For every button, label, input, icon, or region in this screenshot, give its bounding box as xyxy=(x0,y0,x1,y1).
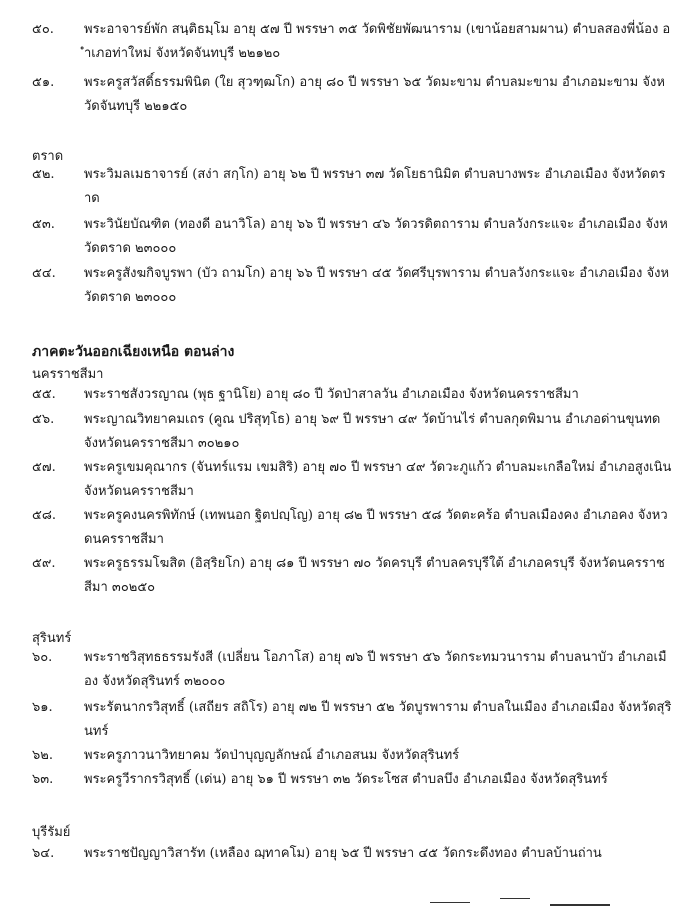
item-number: ๖๑. xyxy=(32,700,53,715)
item-number: ๕๖. xyxy=(32,412,55,427)
list-item xyxy=(32,71,672,119)
item-number: ๖๓. xyxy=(32,772,54,787)
list-item xyxy=(32,552,672,600)
province-heading-surin: สุรินทร์ xyxy=(32,631,72,646)
item-text: พระราชปัญญาวิสารัท (เหลือง ฌฺทาคโม) อายุ ๖๕ ปี พรรษา ๔๕ วัดกระดึงทอง ตำบลบ้านถ่าน xyxy=(84,846,602,861)
item-number: ๖๔. xyxy=(32,846,55,861)
item-text: พระครูสังฆกิจบูรพา (บัว ถามโก) อายุ ๖๖ ปี พรรษา ๔๕ วัดศรีบุรพาราม ตำบลวังกระแจะ อำเภอเมือง จังหวัดตราด ๒๓๐๐๐ xyxy=(84,266,670,305)
signature-stroke xyxy=(550,904,610,906)
item-text: พระอาจารย์พัก สนฺติธมฺโม อายุ ๕๗ ปี พรรษา ๓๕ วัดพิชัยพัฒนาราม (เขาน้อยสามผาน) ตำบลสองพี่น้อง อำเภอท่าใหม่ จังหวัดจันทบุรี ๒๒๑๒๐ xyxy=(84,22,671,61)
item-text: พระราชสังวรญาณ (พุธ ฐานิโย) อายุ ๘๐ ปี วัดป่าสาลวัน อำเภอเมือง จังหวัดนครราชสีมา xyxy=(84,387,579,402)
item-text: พระครูคงนครพิทักษ์ (เทพนอก ฐิตปญฺโญ) อายุ ๘๒ ปี พรรษา ๕๘ วัดตะคร้อ ตำบลเมืองคง อำเภอคง จังหวดนครราชสีมา xyxy=(84,508,668,547)
province-heading-trat: ตราด xyxy=(32,149,64,164)
item-text: พระครูภาวนาวิทยาคม วัดป่าบุญญลักษณ์ อำเภอสนม จังหวัดสุรินทร์ xyxy=(84,748,460,763)
item-number: ๕๒. xyxy=(32,167,55,182)
list-item xyxy=(32,456,672,504)
list-item xyxy=(32,842,672,866)
list-item xyxy=(32,383,672,407)
item-text: พระวินัยบัณฑิต (ทองดี อนาวิโล) อายุ ๖๖ ปี พรรษา ๔๖ วัดวรดิตถาราม ตำบลวังกระแจะ อำเภอเมือง จังหวัดตราด ๒๓๐๐๐ xyxy=(84,217,668,256)
item-text: พระราชวิสุทธธรรมรังสี (เปลี่ยน โอภาโส) อายุ ๗๖ ปี พรรษา ๕๖ วัดกระทมวนาราม ตำบลนาบัว อำเภอเมือง จังหวัดสุรินทร์ ๓๒๐๐๐ xyxy=(84,650,667,689)
item-number: ๕๕. xyxy=(32,387,56,402)
list-item xyxy=(32,696,672,744)
province-heading-buriram: บุรีรัมย์ xyxy=(32,825,71,840)
item-number: ๕๔. xyxy=(32,266,56,281)
list-item xyxy=(32,213,672,261)
region-heading: ภาคตะวันออกเฉียงเหนือ ตอนล่าง xyxy=(32,344,235,360)
list-item xyxy=(32,504,672,552)
list-item xyxy=(32,408,672,456)
item-number: ๖๒. xyxy=(32,748,53,763)
item-number: ๕๑. xyxy=(32,75,55,90)
list-item xyxy=(32,744,672,768)
province-heading-nakhon-ratchasima: นครราชสีมา xyxy=(32,367,104,382)
list-item xyxy=(32,163,672,211)
list-item xyxy=(32,646,672,694)
item-text: พระครูธรรมโฆสิต (อิสฺริยโก) อายุ ๘๑ ปี พรรษา ๗๐ วัดครบุรี ตำบลครบุรีใต้ อำเภอครบุรี จังหวัดนครราชสีมา ๓๐๒๕๐ xyxy=(84,556,665,595)
item-text: พระรัตนากรวิสุทธิ์ (เสถียร สถิโร) อายุ ๗๒ ปี พรรษา ๕๒ วัดบูรพาราม ตำบลในเมือง อำเภอเมือง จังหวัดสุรินทร์ xyxy=(84,700,672,739)
signature-stroke xyxy=(430,902,470,903)
item-number: ๕๐. xyxy=(32,22,54,37)
item-number: ๖๐. xyxy=(32,650,53,665)
list-item xyxy=(32,768,672,792)
item-text: พระญาณวิทยาคมเถร (คูณ ปริสุทฺโธ) อายุ ๖๙ ปี พรรษา ๔๙ วัดบ้านไร่ ตำบลกุดพิมาน อำเภอด่านขุนทด จังหวัดนครราชสีมา ๓๐๒๑๐ xyxy=(84,412,661,451)
item-number: ๕๙. xyxy=(32,556,56,571)
list-item xyxy=(32,18,672,66)
item-text: พระครูวีรากรวิสุทธิ์ (เด่น) อายุ ๖๑ ปี พรรษา ๓๒ วัดระโซส ตำบลบึง อำเภอเมือง จังหวัดสุรินทร์ xyxy=(84,772,608,787)
item-text: พระครูสวัสดิ์ธรรมพินิต (ใย สุวฑฺฒโก) อายุ ๘๐ ปี พรรษา ๖๕ วัดมะขาม ตำบลมะขาม อำเภอมะขาม จังหวัดจันทบุรี ๒๒๑๕๐ xyxy=(84,75,665,114)
signature-stroke xyxy=(500,898,530,899)
item-text: พระวิมลเมธาจารย์ (สง่า สกฺโก) อายุ ๖๒ ปี พรรษา ๓๗ วัดโยธานิมิต ตำบลบางพระ อำเภอเมือง จังหวัดตราด xyxy=(84,167,666,206)
item-text: พระครูเขมคุณากร (จันทร์แรม เขมสิริ) อายุ ๗๐ ปี พรรษา ๔๙ วัดวะภูแก้ว ตำบลมะเกลือใหม่ อำเภอสูงเนิน จังหวัดนครราชสีมา xyxy=(84,460,672,499)
item-number: ๕๗. xyxy=(32,460,56,475)
list-item xyxy=(32,262,672,310)
item-number: ๕๘. xyxy=(32,508,57,523)
item-number: ๕๓. xyxy=(32,217,55,232)
